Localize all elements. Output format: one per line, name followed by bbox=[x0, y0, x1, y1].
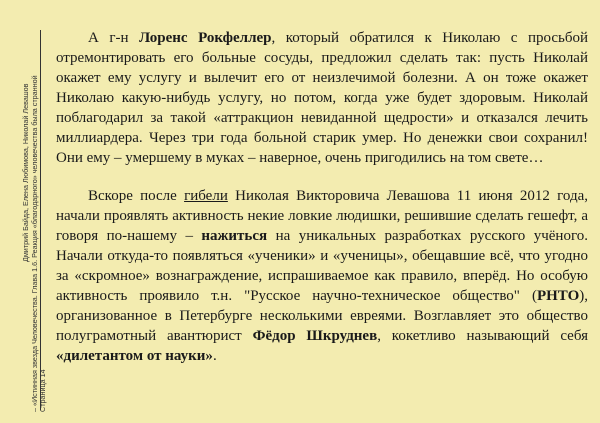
text-run: . bbox=[212, 348, 217, 364]
sidebar-book-title: – «Истинная звезда Человечества. Глава 1.6. Реакция «благодарного» человечества была странной bbox=[29, 75, 39, 412]
text-run: ), организованное в Петербурге несколькими евреями. Возглавляет это общество полуграмотный авантюрист bbox=[56, 288, 588, 344]
bold-rnto: РНТО bbox=[536, 288, 580, 304]
sidebar-authors: Дмитрий Байда, Елена Любимова, Николай Левашов bbox=[21, 83, 30, 262]
text-run: на уникальных разработках русского учёного. Начали откуда-то появляться «ученики» и «ученицы», обещавшие всё, что угодно за «скромное» вознаграждение, испрашиваемое как правило, вперёд. Но особую активность проявило т.н. "Русское научно-техническое общество" ( bbox=[56, 228, 588, 304]
paragraph-2 bbox=[56, 186, 588, 366]
paragraph-1 bbox=[56, 28, 588, 168]
text-run: , кокетливо называющий себя bbox=[377, 328, 588, 344]
text-run: Николая Викторовича Левашова 11 июня 2012 года, начали проявлять активность некие ловкие людишки, решившие сделать гешефт, а говоря по-нашему – bbox=[56, 188, 588, 244]
text-run: Вскоре после bbox=[88, 188, 185, 204]
bold-diletant: «дилетантом от науки» bbox=[56, 348, 213, 364]
sidebar-caption bbox=[22, 32, 48, 412]
sidebar-page-number: Страница 14 bbox=[38, 369, 48, 412]
text-run: , который обратился к Николаю с просьбой отремонтировать его больные сосуды, предложил сделать так: пусть Николай окажет ему услугу и вылечит его от неизлечимой болезни. А он тоже окажет Николаю какую-нибудь услугу, но потом, когда уже будет здоровым. Николай поблагодарил за такой «аттракцион невиданной щедрости» и отказался лечить миллиардера. Через три года больной старик умер. Но денежки свои сохранил! Они ему – умершему в муках – наверное, очень пригодились на том свете… bbox=[56, 30, 589, 166]
link-gibeli[interactable]: гибели bbox=[184, 188, 228, 204]
bold-shkrudnev: Фёдор Шкруднев bbox=[252, 328, 378, 344]
main-text bbox=[56, 28, 588, 366]
bold-name-rockefeller: Лоренс Рокфеллер bbox=[138, 30, 272, 46]
page-sidebar bbox=[0, 0, 46, 423]
bold-nazhitsya: нажиться bbox=[201, 228, 268, 244]
text-run: А г-н bbox=[88, 30, 139, 46]
